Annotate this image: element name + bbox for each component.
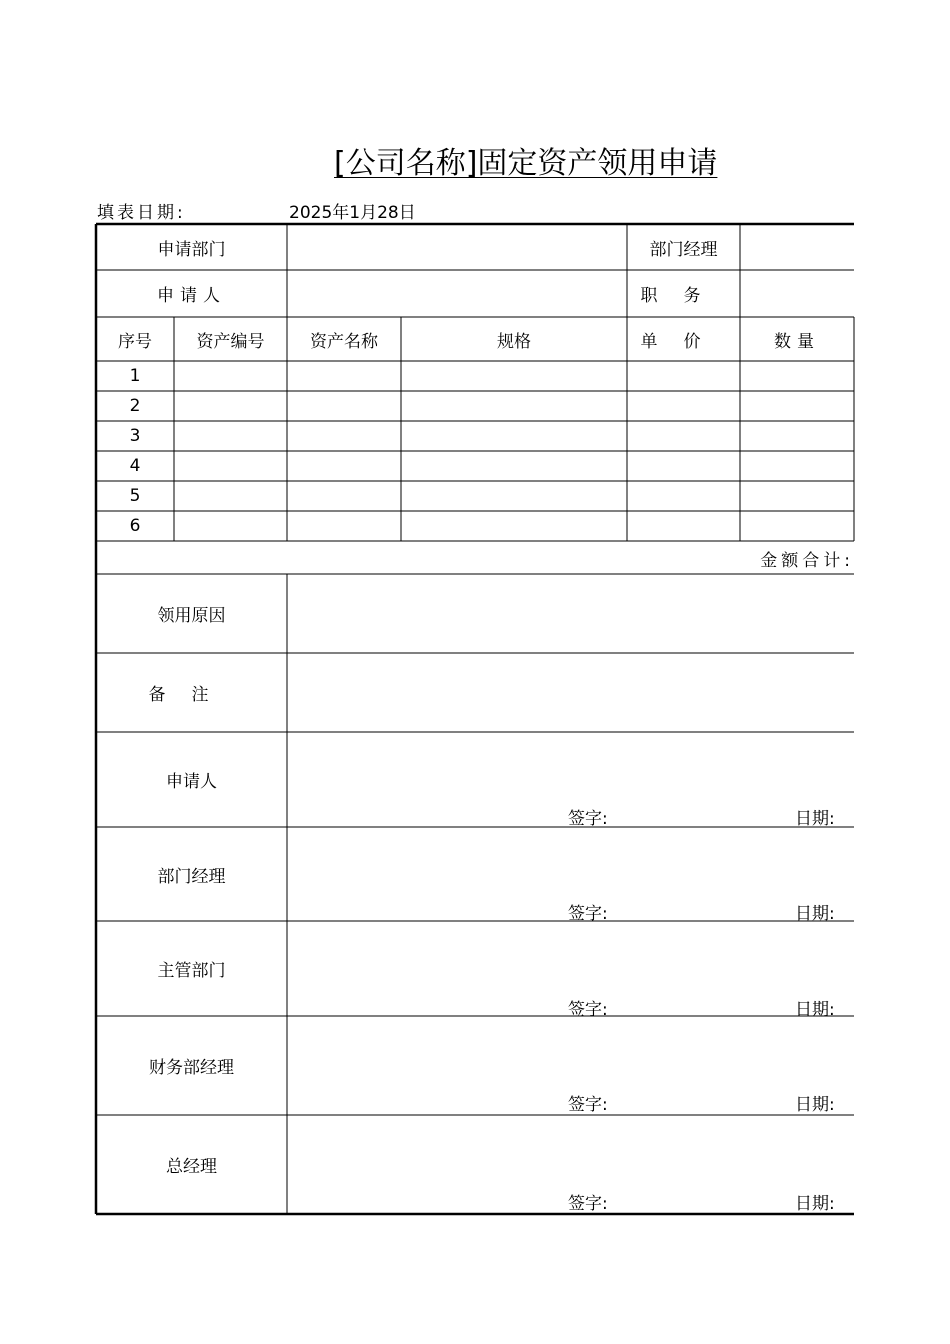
row-number: 1 [129, 366, 141, 386]
date-field-label: 日期: [795, 1194, 835, 1214]
column-header-quantity: 数量 [774, 331, 820, 352]
remarks-field[interactable] [287, 653, 854, 732]
approval-supervising-dept-label: 主管部门 [157, 961, 226, 981]
application-form [96, 224, 854, 1214]
signature-label: 签字: [568, 809, 608, 829]
applicant-field[interactable] [287, 270, 627, 317]
signature-label: 签字: [568, 1194, 608, 1214]
column-header-unit-price: 单价 [640, 331, 727, 352]
position-label: 职务 [640, 286, 727, 306]
approval-finance-manager-label: 财务部经理 [149, 1058, 234, 1078]
fill-date-value[interactable]: 2025年1月28日 [289, 203, 416, 223]
column-header-asset-code: 资产编号 [196, 331, 265, 352]
dept-label: 申请部门 [157, 239, 226, 260]
signature-label: 签字: [568, 904, 608, 924]
reason-field[interactable] [287, 574, 854, 653]
row-number: 6 [129, 516, 141, 536]
total-amount-label: 金额合计: [760, 551, 854, 571]
signature-label: 签字: [568, 1095, 608, 1115]
date-field-label: 日期: [795, 904, 835, 924]
row-number: 4 [129, 456, 141, 476]
dept-manager-field[interactable] [740, 224, 854, 270]
column-header-asset-name: 资产名称 [310, 331, 378, 352]
fill-date-label: 填表日期: [97, 203, 186, 223]
reason-label: 领用原因 [157, 606, 226, 626]
approval-general-manager-label: 总经理 [166, 1157, 217, 1177]
position-field[interactable] [740, 270, 854, 317]
page-title: [公司名称]固定资产领用申请 [334, 146, 718, 181]
row-number: 5 [129, 486, 141, 506]
column-header-no: 序号 [118, 331, 152, 352]
applicant-label: 申请人 [157, 286, 226, 306]
dept-field[interactable] [287, 224, 627, 270]
date-field-label: 日期: [795, 1000, 835, 1020]
signature-label: 签字: [568, 1000, 608, 1020]
row-number: 3 [129, 426, 141, 446]
dept-manager-label: 部门经理 [649, 239, 718, 260]
date-field-label: 日期: [795, 1095, 835, 1115]
row-number: 2 [129, 396, 141, 416]
approval-dept-manager-label: 部门经理 [157, 866, 226, 887]
date-field-label: 日期: [795, 809, 835, 829]
column-header-spec: 规格 [497, 331, 531, 352]
approval-applicant-label: 申请人 [166, 772, 217, 792]
remarks-label: 备注 [148, 685, 235, 705]
